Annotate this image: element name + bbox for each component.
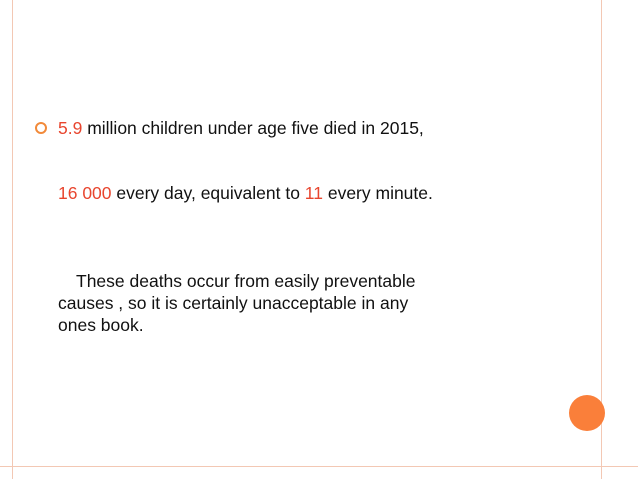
stat-daily-number: 16 000: [58, 183, 112, 203]
accent-circle-icon: [569, 395, 605, 431]
explanation-paragraph: [58, 270, 508, 336]
frame-bottom-line: [0, 466, 638, 467]
stat-deaths-number: 5.9: [58, 118, 83, 138]
daily-rate-line: [58, 183, 433, 203]
paragraph-line-2: causes , so it is certainly unacceptable in any: [58, 293, 409, 313]
hollow-circle-bullet-icon: [35, 122, 47, 134]
frame-left-line: [12, 0, 13, 479]
bullet-text-line: [58, 118, 424, 138]
stat-deaths-text: million children under age five died in 2015,: [82, 118, 424, 138]
stat-minute-text: every minute.: [322, 183, 433, 203]
paragraph-line-3: ones book.: [58, 315, 144, 335]
stat-minute-number: 11: [304, 183, 323, 203]
stat-daily-text: every day, equivalent to: [111, 183, 305, 203]
paragraph-line-1: These deaths occur from easily preventable: [76, 271, 416, 291]
